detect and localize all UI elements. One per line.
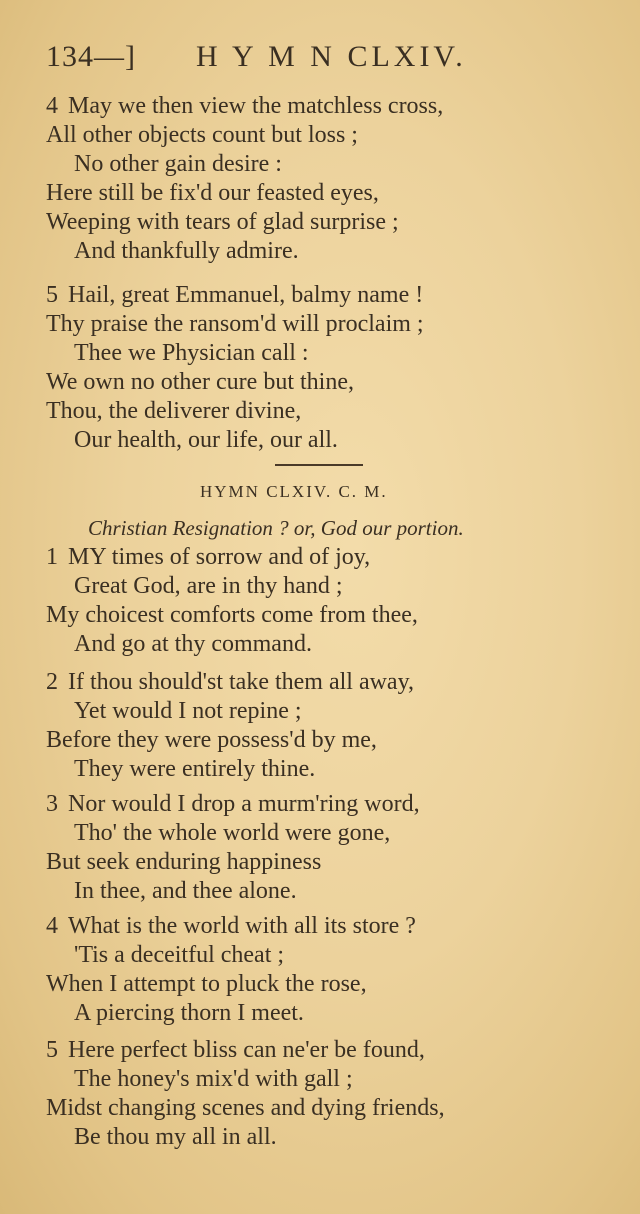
verse-line: No other gain desire :	[74, 151, 282, 177]
verse-line: Midst changing scenes and dying friends,	[46, 1095, 445, 1121]
verse-line: Thou, the deliverer divine,	[46, 398, 302, 424]
verse-line: 5 Here perfect bliss can ne'er be found,	[46, 1037, 425, 1063]
verse-line: 4 What is the world with all its store ?	[46, 913, 416, 939]
stanza-number: 3	[46, 791, 58, 817]
stanza	[46, 790, 546, 906]
stanza-number: 5	[46, 282, 58, 308]
verse-line: 3 Nor would I drop a murm'ring word,	[46, 791, 420, 817]
verse-line: Tho' the whole world were gone,	[74, 820, 391, 846]
stanza-number: 1	[46, 544, 58, 570]
verse-line: But seek enduring happiness	[46, 849, 322, 875]
verse-line: Thee we Physician call :	[74, 340, 309, 366]
verse-line: Here still be fix'd our feasted eyes,	[46, 180, 379, 206]
verse-line: Be thou my all in all.	[74, 1124, 277, 1150]
stanza	[46, 92, 546, 266]
running-title: H Y M N CLXIV.	[196, 40, 467, 73]
verse-line: The honey's mix'd with gall ;	[74, 1066, 353, 1092]
verse-line: And go at thy command.	[74, 631, 312, 657]
page-header	[46, 40, 486, 80]
verse-line: All other objects count but loss ;	[46, 122, 358, 148]
stanza-number: 2	[46, 669, 58, 695]
section-divider	[275, 464, 363, 466]
verse-line: 5 Hail, great Emmanuel, balmy name !	[46, 282, 424, 308]
verse-line: Yet would I not repine ;	[74, 698, 302, 724]
stanza	[46, 668, 546, 784]
verse-line: 2 If thou should'st take them all away,	[46, 669, 415, 695]
verse-line: 'Tis a deceitful cheat ;	[74, 942, 285, 968]
verse-line: When I attempt to pluck the rose,	[46, 971, 367, 997]
verse-line: And thankfully admire.	[74, 238, 299, 264]
hymn-subtitle: Christian Resignation ? or, God our portion.	[88, 516, 464, 540]
verse-line: We own no other cure but thine,	[46, 369, 354, 395]
verse-line: They were entirely thine.	[74, 756, 316, 782]
stanza	[46, 1036, 546, 1152]
stanza	[46, 543, 546, 659]
verse-line: Weeping with tears of glad surprise ;	[46, 209, 399, 235]
stanza	[46, 912, 546, 1028]
verse-line: Thy praise the ransom'd will proclaim ;	[46, 311, 424, 337]
verse-line: My choicest comforts come from thee,	[46, 602, 418, 628]
verse-line: 4 May we then view the matchless cross,	[46, 93, 444, 119]
stanza-number: 5	[46, 1037, 58, 1063]
stanza	[46, 281, 546, 455]
hymn-title: HYMN CLXIV. C. M.	[200, 482, 388, 501]
verse-line: Great God, are in thy hand ;	[74, 573, 343, 599]
verse-line: Before they were possess'd by me,	[46, 727, 377, 753]
verse-line: Our health, our life, our all.	[74, 427, 338, 453]
verse-line: A piercing thorn I meet.	[74, 1000, 304, 1026]
stanza-number: 4	[46, 913, 58, 939]
verse-line: 1 MY times of sorrow and of joy,	[46, 544, 371, 570]
page-number: 134—]	[46, 40, 136, 73]
stanza-number: 4	[46, 93, 58, 119]
verse-line: In thee, and thee alone.	[74, 878, 297, 904]
